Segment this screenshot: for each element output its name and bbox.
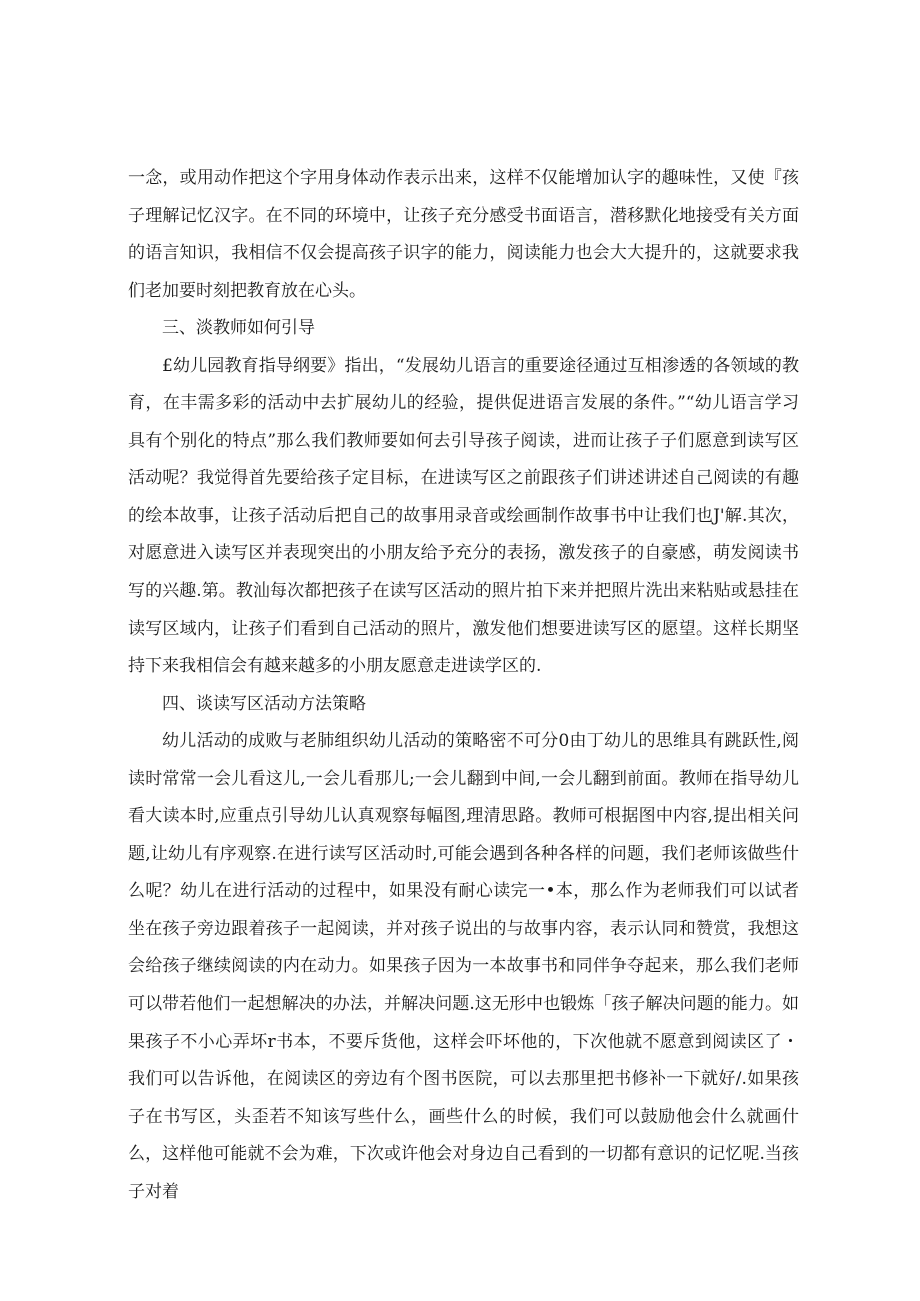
text-line: 题,让幼儿有序观察.在进行读写区活动时,可能会遇到各种各样的问题，我们老师该做些什 (128, 843, 799, 864)
text-line: 孩子不小心弄坏r书本，不要斥货他，这样会吓坏他的，下次他就不愿意到阅读区了・我们 (128, 1031, 800, 1090)
paragraph-1 (128, 160, 799, 310)
text-line: £幼儿园教育指导纲要》指出，“发展幼儿语言的重要途径通过互相渗透的各领域的 (162, 355, 782, 376)
text-line: 以带若他们一起想解决的办法，并解决问题.这无形中也锻炼「孩子解决问题的能力。如果 (128, 994, 800, 1052)
paragraph-2 (128, 348, 799, 686)
text-line: 可以告诉他，在阅读区的旁边有个图书医院，可以去那里把书修补一下就好/.如果孩子在 (128, 1069, 799, 1127)
heading-text: 三、淡教师如何引导 (162, 318, 315, 339)
text-line: 书写区，头歪若不知该写些什么，画些什么的时候，我们可以鼓励他会什么就画什么，这 (128, 1106, 800, 1165)
text-line: 挂在读写区域内，让孩子们看到自己活动的照片，激发他们想要进读写区的愿望。这样长 (128, 581, 800, 639)
text-line: 看大读本时,应重点引导幼儿认真观察每幅图,理清思路。教师可根据图中内容,提出相关问 (128, 806, 799, 827)
paragraph-3 (128, 723, 799, 1211)
text-line: 期坚持下来我相信会有越来越多的小朋友愿意走进读学区的. (128, 618, 800, 677)
text-line: 一念，或用动作把这个字用身体动作表示出来，这样不仅能增加认字的趣味性，又使『孩 (128, 168, 799, 188)
text-line: 有趣的绘本故事，让孩子活动后把自己的故事用录音或绘画制作故事书中让我们也J'解.其 (128, 468, 800, 526)
text-line: 样他可能就不会为难，下次或许他会对身边自己看到的一切都有意识的记忆呢.当孩子对着 (128, 1144, 799, 1202)
text-line: 在孩子旁边跟着孩子一起阅读，并对孩子说出的与故事内容，表示认同和赞赏，我想这会 (128, 918, 800, 977)
document-body (128, 160, 799, 1211)
text-line: 子理解记忆汉字。在不同的环境中，让孩子充分感受书面语言，潜移默化地接受有关方面 (128, 205, 799, 226)
section-heading-4 (128, 686, 799, 724)
heading-text: 四、谈读写区活动方法策略 (162, 693, 366, 714)
text-line: 的语言知识，我相信不仅会提高孩子识字的能力，阅读能力也会大大提升的，这就要求我 (128, 243, 799, 264)
text-line: 读书写的兴趣.第。教汕每次都把孩子在读写区活动的照片拍下来并把照片洗出来粘贴或悬 (128, 543, 800, 602)
text-line: 给孩子继续阅读的内在动力。如果孩子因为一本故事书和同伴争夺起来，那么我们老师可 (128, 956, 800, 1015)
text-line: 写区活动呢？我觉得首先要给孩子定目标，在进读写区之前跟孩子们讲述讲述自己阅读的 (128, 430, 799, 489)
text-line: 幼儿活动的成败与老肺组织幼儿活动的策略密不可分0由丁幼儿的思维具有跳跃性,阅 (162, 731, 799, 752)
section-heading-3 (128, 310, 799, 348)
text-line: 读时常常一会儿看这儿,一会儿看那儿;一会儿翻到中间,一会儿翻到前面。教师在指导幼儿 (128, 768, 799, 789)
text-line: 学习具有个别化的特点”那么我们教师要如何去引导孩子阅读，进而让孩子子们愿意到读 (128, 393, 800, 451)
text-line: 么呢？幼儿在进行活动的过程中，如果没有耐心读完一•本，那么作为老师我们可以试者坐 (128, 881, 799, 939)
text-line: 次，对愿意进入读写区并表现突出的小朋友给予充分的表扬，激发孩子的自豪感，萌发阅 (128, 505, 800, 564)
text-line: 教育，在丰需多彩的活动中去扩展幼儿的经验，提供促进语言发展的条件。”“幼儿语言 (128, 355, 799, 414)
text-line: 们老加要时刻把教育放在心头。 (128, 280, 366, 301)
